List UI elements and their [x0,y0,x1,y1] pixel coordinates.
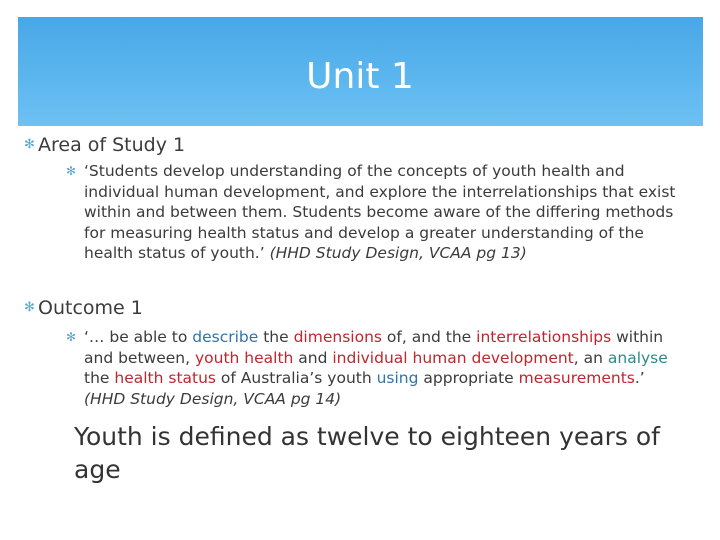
outcome-segment: dimensions [293,328,382,346]
area-heading: Area of Study 1 [38,134,186,156]
outcome-segment: (HHD Study Design, VCAA pg 14) [84,389,342,408]
outcome-segment: ‘… be able to [84,328,193,346]
bullet-outcome-quote [66,327,684,409]
area-citation: (HHD Study Design, VCAA pg 13) [269,244,527,262]
outcome-segment: the [84,369,115,387]
outcome-segment: analyse [607,348,668,367]
outcome-heading: Outcome 1 [38,297,143,319]
youth-definition: Youth is defined as twelve to eighteen years of age [74,422,660,484]
outcome-segment: appropriate [418,369,519,387]
outcome-segment: of Australia’s youth [216,369,377,387]
bullet-outcome [24,296,143,320]
outcome-segment: individual human development [332,348,574,367]
bullet-star-icon: ✻ [24,137,35,152]
outcome-segment: describe [192,328,259,346]
outcome-segment: .’ [634,369,645,387]
outcome-segment: youth health [194,348,294,367]
outcome-segment: interrelationships [476,328,612,346]
outcome-segment: , an [573,348,608,367]
slide-title: Unit 1 [306,56,414,97]
bullet-star-icon: ✻ [66,330,77,344]
outcome-segment: using [376,369,419,387]
outcome-segment: within and between, [84,328,664,367]
bullet-star-icon: ✻ [24,300,35,315]
bullet-area-quote [66,161,684,264]
outcome-segment: the [258,328,294,346]
outcome-segment: measurements [518,369,635,387]
bullet-star-icon: ✻ [66,164,77,178]
bullet-area-of-study [24,133,186,157]
outcome-segment: health status [114,369,216,387]
area-quote-text: ‘Students develop understanding of the concepts of youth health and individual human development, and explore the interrelationships that exist within and between them. Students become aware of the differing methods for measuring health status and develop a greater understanding of the health status of youth.’ [84,162,676,262]
outcome-segment: and [293,348,333,367]
outcome-segment: of, and the [381,328,477,346]
